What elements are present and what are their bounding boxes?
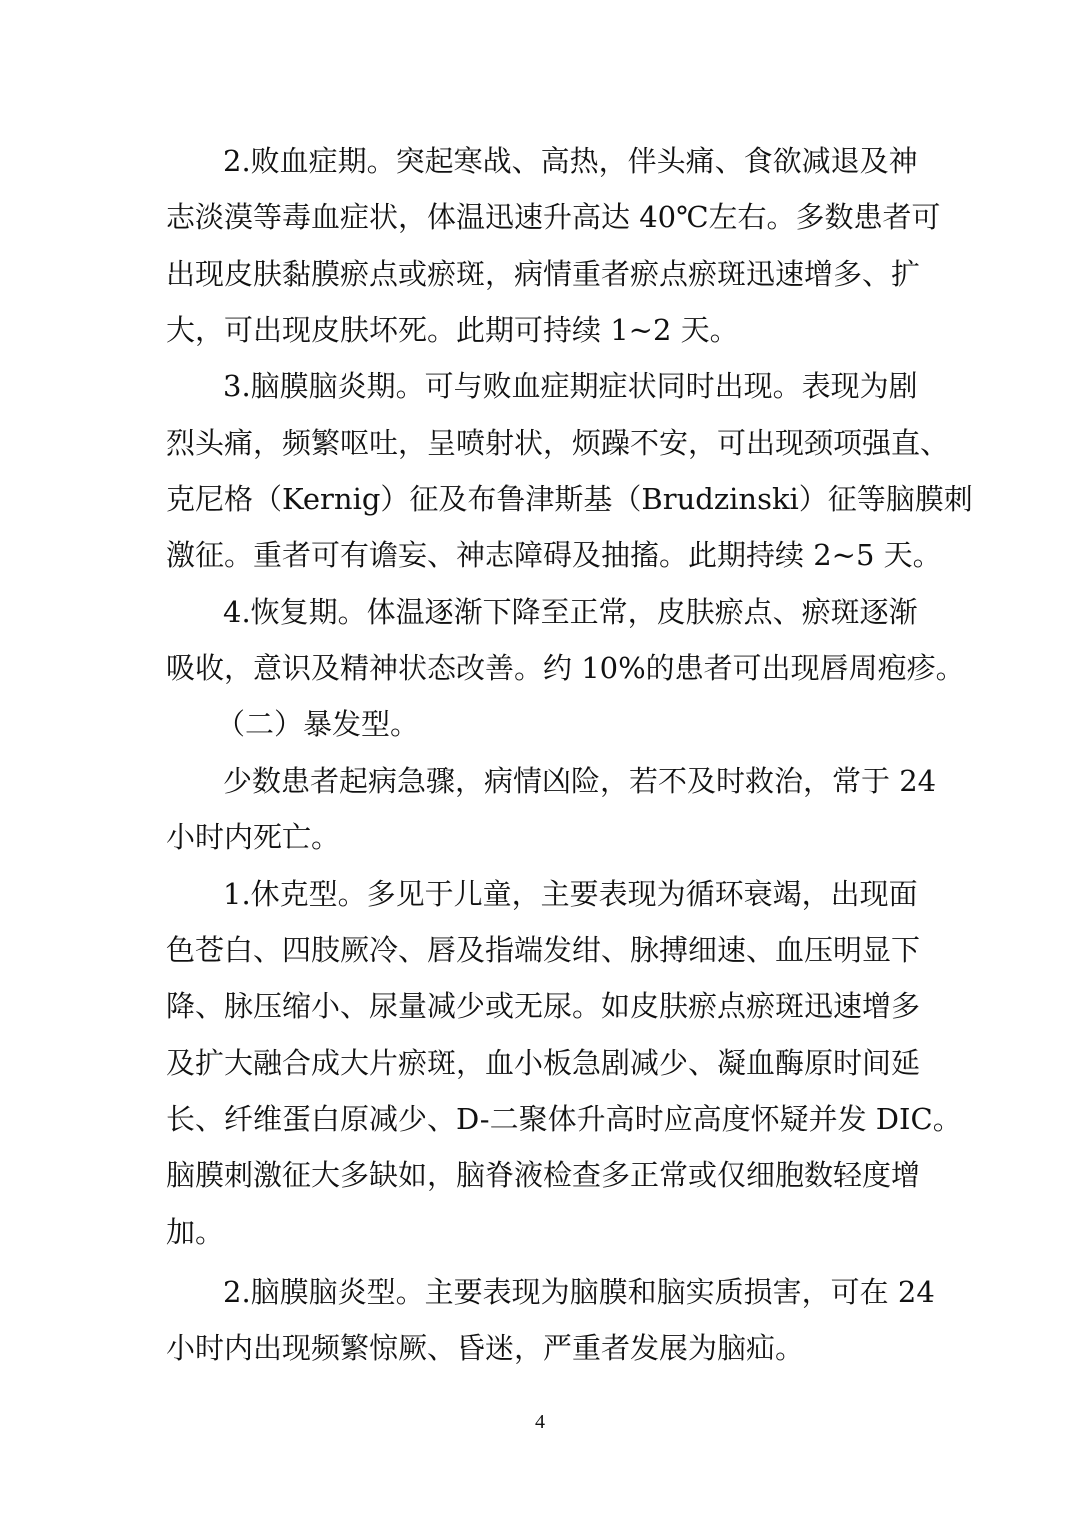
text-line: 加。 <box>166 1215 225 1249</box>
text-line: 2.败血症期。突起寒战、高热，伴头痛、食欲减退及神 <box>223 144 918 178</box>
text-line: 3.脑膜脑炎期。可与败血症期症状同时出现。表现为剧 <box>223 369 918 403</box>
text-line: 脑膜刺激征大多缺如，脑脊液检查多正常或仅细胞数轻度增 <box>166 1158 921 1192</box>
text-line: 烈头痛，频繁呕吐，呈喷射状，烦躁不安，可出现颈项强直、 <box>166 426 950 460</box>
text-line: 少数患者起病急骤，病情凶险，若不及时救治，常于 24 <box>223 764 937 798</box>
text-line: 2.脑膜脑炎型。主要表现为脑膜和脑实质损害，可在 24 <box>223 1275 935 1309</box>
text-line: 小时内死亡。 <box>166 820 341 854</box>
text-line: 志淡漠等毒血症状，体温迅速升高达 40℃左右。多数患者可 <box>166 200 941 234</box>
text-line: 长、纤维蛋白原减少、D-二聚体升高时应高度怀疑并发 DIC。 <box>166 1102 962 1136</box>
text-line: 色苍白、四肢厥冷、唇及指端发绀、脉搏细速、血压明显下 <box>166 933 921 967</box>
text-line: 吸收，意识及精神状态改善。约 10%的患者可出现唇周疱疹。 <box>166 651 965 685</box>
section-heading: （二）暴发型。 <box>216 707 420 741</box>
text-line: 1.休克型。多见于儿童，主要表现为循环衰竭，出现面 <box>223 877 918 911</box>
text-line: 大，可出现皮肤坏死。此期可持续 1~2 天。 <box>166 313 739 347</box>
text-line: 激征。重者可有谵妄、神志障碍及抽搐。此期持续 2~5 天。 <box>166 538 942 572</box>
text-line: 降、脉压缩小、尿量减少或无尿。如皮肤瘀点瘀斑迅速增多 <box>166 989 921 1023</box>
text-line: 4.恢复期。体温逐渐下降至正常，皮肤瘀点、瘀斑逐渐 <box>223 595 918 629</box>
page-number: 4 <box>535 1411 545 1433</box>
text-line: 出现皮肤黏膜瘀点或瘀斑，病情重者瘀点瘀斑迅速增多、扩 <box>166 257 921 291</box>
text-line: 克尼格（Kernig）征及布鲁津斯基（Brudzinski）征等脑膜刺 <box>166 482 973 516</box>
text-line: 小时内出现频繁惊厥、昏迷，严重者发展为脑疝。 <box>166 1331 805 1365</box>
text-line: 及扩大融合成大片瘀斑，血小板急剧减少、凝血酶原时间延 <box>166 1046 921 1080</box>
